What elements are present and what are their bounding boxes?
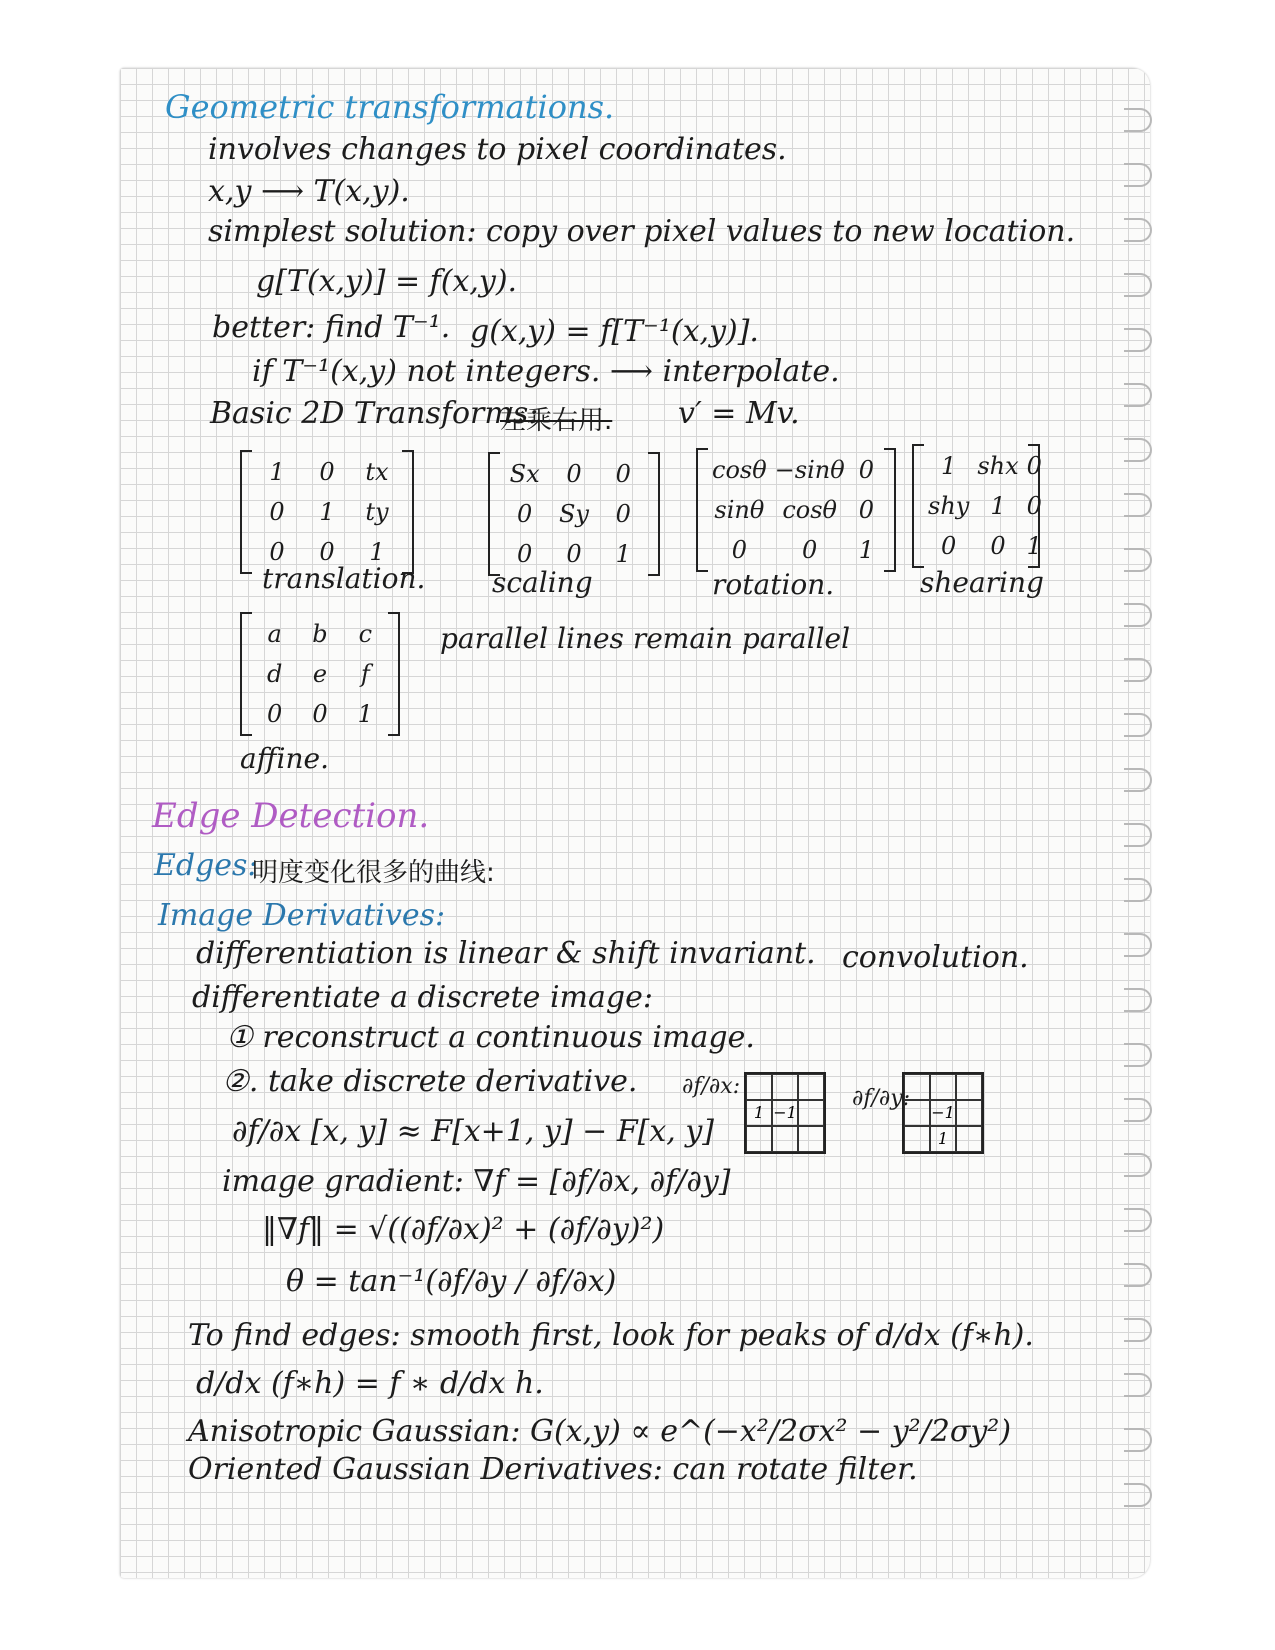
- matrix-label: affine.: [240, 742, 329, 775]
- kernel-cell: −1: [930, 1100, 956, 1126]
- matrix-cell: 0: [615, 500, 631, 528]
- matrix-cell: 0: [517, 500, 533, 528]
- matrix-cell: 1: [615, 540, 631, 568]
- kernel-cell: [904, 1126, 930, 1152]
- spiral-hole: [1124, 603, 1152, 627]
- matrix-cell: 0: [990, 532, 1006, 560]
- spiral-hole: [1124, 768, 1152, 792]
- spiral-hole: [1124, 658, 1152, 682]
- matrix-cell: 1: [319, 498, 335, 526]
- spiral-hole: [1124, 1043, 1152, 1067]
- kernel-cell: [772, 1074, 798, 1100]
- note-line: ① reconstruct a continuous image.: [226, 1020, 755, 1055]
- spiral-hole: [1124, 218, 1152, 242]
- matrix-cell: 1: [941, 452, 957, 480]
- matrix-scaling: [488, 452, 660, 576]
- kernel-cell: −1: [772, 1100, 798, 1126]
- matrix-cell: 0: [1026, 452, 1042, 480]
- matrix-cell: 0: [802, 536, 818, 564]
- spiral-hole: [1124, 1208, 1152, 1232]
- matrix-cell: Sy: [558, 500, 589, 528]
- matrix-affine: [240, 612, 400, 736]
- note-line: if T⁻¹(x,y) not integers. ⟶ interpolate.: [252, 354, 840, 389]
- matrix-label: scaling: [492, 566, 593, 599]
- matrix-cell: tx: [365, 458, 389, 486]
- note-line: g[T(x,y)] = f(x,y).: [256, 264, 518, 299]
- matrix-label: rotation.: [712, 568, 835, 601]
- spiral-hole: [1124, 163, 1152, 187]
- spiral-hole: [1124, 988, 1152, 1012]
- kernel-label-dy: ∂f/∂y:: [852, 1086, 911, 1111]
- formula-line: image gradient: ∇f = [∂f/∂x, ∂f/∂y]: [222, 1164, 731, 1199]
- kernel-cell: 1: [746, 1100, 772, 1126]
- spiral-hole: [1124, 1428, 1152, 1452]
- matrix-cell: shy: [928, 492, 970, 520]
- note-line: simplest solution: copy over pixel values to new location.: [208, 214, 1076, 249]
- matrix-cell: 1: [990, 492, 1006, 520]
- note-line: ②. take discrete derivative.: [222, 1064, 638, 1099]
- matrix-shearing: [912, 444, 1040, 568]
- matrix-cell: Sx: [509, 460, 540, 488]
- matrix-cell: 1: [269, 458, 285, 486]
- matrix-cell: c: [358, 620, 373, 648]
- formula-line: ∂f/∂x [x, y] ≈ F[x+1, y] − F[x, y]: [232, 1114, 715, 1149]
- subsection-title-derivatives: Image Derivatives:: [158, 898, 446, 933]
- spiral-hole: [1124, 1263, 1152, 1287]
- formula-line: Anisotropic Gaussian: G(x,y) ∝ e^(−x²/2σx² − y²/2σy²): [188, 1414, 1012, 1449]
- spiral-hole: [1124, 878, 1152, 902]
- edges-definition: 明度变化很多的曲线:: [252, 858, 495, 888]
- matrix-cell: 1: [858, 536, 874, 564]
- spiral-hole: [1124, 1318, 1152, 1342]
- matrix-cell: 0: [858, 456, 874, 484]
- matrix-cell: 0: [319, 538, 335, 566]
- note-line: differentiate a discrete image:: [192, 980, 653, 1015]
- kernel-cell: [746, 1074, 772, 1100]
- spiral-hole: [1124, 108, 1152, 132]
- matrix-label: shearing: [920, 566, 1044, 599]
- kernel-cell: [904, 1100, 930, 1126]
- affine-note: parallel lines remain parallel: [440, 622, 851, 655]
- spiral-hole: [1124, 1483, 1152, 1507]
- matrix-cell: shx: [977, 452, 1019, 480]
- matrix-cell: f: [360, 660, 370, 688]
- kernel-dy: [902, 1072, 984, 1154]
- spiral-hole: [1124, 823, 1152, 847]
- matrix-cell: 0: [269, 498, 285, 526]
- matrix-cell: 0: [517, 540, 533, 568]
- matrix-cell: 0: [1026, 492, 1042, 520]
- section-title-geometric: Geometric transformations.: [165, 88, 615, 126]
- matrix-cell: 0: [941, 532, 957, 560]
- matrix-cell: 1: [369, 538, 385, 566]
- note-line: differentiation is linear & shift invariant.: [196, 936, 816, 971]
- note-line: better: find T⁻¹.: [212, 310, 451, 345]
- matrix-rotation: [696, 448, 896, 572]
- note-line: Basic 2D Transforms:: [210, 396, 539, 431]
- kernel-cell: [904, 1074, 930, 1100]
- spiral-hole: [1124, 493, 1152, 517]
- note-line: v′ = Mv.: [678, 396, 800, 431]
- crossed-out-text: 左乘右用.: [500, 406, 613, 436]
- matrix-cell: b: [312, 620, 328, 648]
- matrix-cell: cosθ: [712, 456, 767, 484]
- note-line: Oriented Gaussian Derivatives: can rotate filter.: [188, 1452, 918, 1487]
- kernel-label-dx: ∂f/∂x:: [682, 1074, 741, 1099]
- spiral-hole: [1124, 438, 1152, 462]
- kernel-cell: [956, 1100, 982, 1126]
- edges-label: Edges:: [154, 848, 258, 883]
- matrix-cell: 0: [319, 458, 335, 486]
- matrix-cell: 0: [312, 700, 328, 728]
- matrix-cell: 0: [731, 536, 747, 564]
- matrix-cell: 0: [615, 460, 631, 488]
- matrix-label: translation.: [262, 562, 426, 595]
- kernel-cell: [798, 1126, 824, 1152]
- formula-line: θ = tan⁻¹(∂f/∂y / ∂f/∂x): [286, 1264, 617, 1299]
- spiral-hole: [1124, 1153, 1152, 1177]
- spiral-hole: [1124, 713, 1152, 737]
- note-line: convolution.: [842, 940, 1029, 975]
- matrix-cell: 0: [267, 700, 283, 728]
- kernel-cell: [772, 1126, 798, 1152]
- formula-line: ‖∇f‖ = √((∂f/∂x)² + (∂f/∂y)²): [262, 1212, 665, 1247]
- section-title-edge: Edge Detection.: [152, 796, 430, 836]
- note-line: x,y ⟶ T(x,y).: [208, 174, 410, 209]
- matrix-cell: sinθ: [714, 496, 765, 524]
- matrix-translation: [240, 450, 414, 574]
- matrix-cell: 0: [269, 538, 285, 566]
- matrix-cell: −sinθ: [774, 456, 845, 484]
- spiral-hole: [1124, 383, 1152, 407]
- note-line: g(x,y) = f[T⁻¹(x,y)].: [470, 314, 759, 349]
- matrix-cell: d: [266, 660, 283, 688]
- kernel-dx: [744, 1072, 826, 1154]
- matrix-cell: cosθ: [782, 496, 837, 524]
- kernel-cell: [746, 1126, 772, 1152]
- note-line: To find edges: smooth first, look for peaks of d/dx (f∗h).: [188, 1318, 1034, 1353]
- matrix-cell: 0: [858, 496, 874, 524]
- kernel-cell: [798, 1074, 824, 1100]
- matrix-cell: 1: [357, 700, 373, 728]
- matrix-cell: e: [312, 660, 328, 688]
- spiral-hole: [1124, 933, 1152, 957]
- matrix-cell: ty: [365, 498, 389, 526]
- note-line: involves changes to pixel coordinates.: [208, 132, 787, 167]
- kernel-cell: [956, 1074, 982, 1100]
- kernel-cell: [930, 1074, 956, 1100]
- spiral-hole: [1124, 1098, 1152, 1122]
- spiral-hole: [1124, 328, 1152, 352]
- matrix-cell: 1: [1026, 532, 1042, 560]
- formula-line: d/dx (f∗h) = f ∗ d/dx h.: [196, 1366, 544, 1401]
- kernel-cell: 1: [930, 1126, 956, 1152]
- kernel-cell: [956, 1126, 982, 1152]
- kernel-cell: [798, 1100, 824, 1126]
- spiral-hole: [1124, 548, 1152, 572]
- matrix-cell: 0: [566, 540, 582, 568]
- spiral-binding: [1122, 108, 1156, 1548]
- spiral-hole: [1124, 273, 1152, 297]
- spiral-hole: [1124, 1373, 1152, 1397]
- matrix-cell: a: [267, 620, 282, 648]
- matrix-cell: 0: [566, 460, 582, 488]
